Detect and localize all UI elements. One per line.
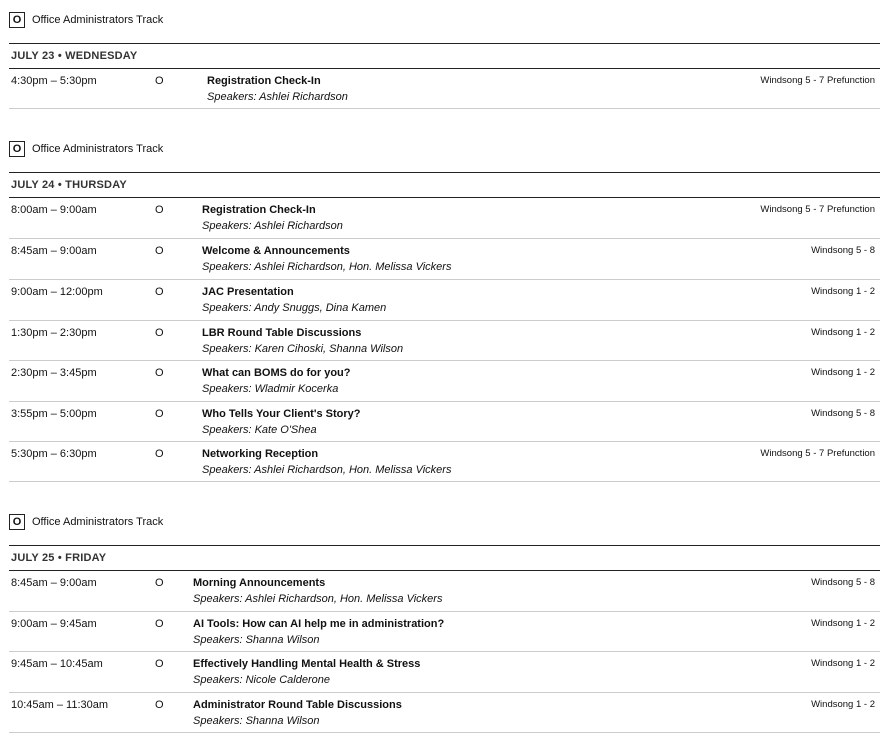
track-badge: O: [9, 514, 25, 530]
session-speakers: Speakers: Wladmir Kocerka: [202, 383, 339, 395]
session-row[interactable]: [9, 612, 880, 652]
session-row[interactable]: [9, 280, 880, 321]
session-row[interactable]: [9, 693, 880, 733]
day-header-text: JULY 23 • WEDNESDAY: [11, 50, 138, 62]
session-title[interactable]: JAC Presentation: [202, 286, 294, 298]
session-track-code: O: [155, 245, 164, 257]
session-row[interactable]: [9, 69, 880, 109]
session-speakers: Speakers: Nicole Calderone: [193, 674, 330, 686]
session-track-code: O: [155, 204, 164, 216]
day-header-text: JULY 24 • THURSDAY: [11, 179, 127, 191]
session-track-code: O: [155, 327, 164, 339]
session-time: 1:30pm – 2:30pm: [11, 327, 97, 339]
session-time: 4:30pm – 5:30pm: [11, 75, 97, 87]
track-legend: [9, 140, 163, 158]
track-label: Office Administrators Track: [32, 516, 164, 528]
day-header: [9, 545, 880, 571]
session-row[interactable]: [9, 652, 880, 693]
session-title[interactable]: Welcome & Announcements: [202, 245, 350, 257]
session-time: 9:00am – 9:45am: [11, 618, 97, 630]
session-track-code: O: [155, 618, 164, 630]
session-speakers: Speakers: Ashlei Richardson: [202, 220, 343, 232]
session-title[interactable]: Registration Check-In: [207, 75, 321, 87]
session-room: Windsong 5 - 7 Prefunction: [760, 75, 875, 86]
session-speakers: Speakers: Ashlei Richardson, Hon. Melissa Vickers: [202, 464, 452, 476]
session-speakers: Speakers: Andy Snuggs, Dina Kamen: [202, 302, 387, 314]
session-title[interactable]: Effectively Handling Mental Health & Stress: [193, 658, 421, 670]
session-row[interactable]: [9, 442, 880, 482]
session-time: 9:00am – 12:00pm: [11, 286, 103, 298]
session-row[interactable]: [9, 361, 880, 402]
session-speakers: Speakers: Ashlei Richardson: [207, 91, 348, 103]
session-title[interactable]: What can BOMS do for you?: [202, 367, 351, 379]
session-track-code: O: [155, 286, 164, 298]
session-time: 2:30pm – 3:45pm: [11, 367, 97, 379]
track-legend: [9, 11, 163, 29]
session-title[interactable]: Administrator Round Table Discussions: [193, 699, 402, 711]
session-room: Windsong 5 - 8: [811, 245, 875, 256]
session-room: Windsong 5 - 8: [811, 408, 875, 419]
session-room: Windsong 1 - 2: [811, 286, 875, 297]
session-time: 10:45am – 11:30am: [11, 699, 109, 711]
session-speakers: Speakers: Karen Cihoski, Shanna Wilson: [202, 343, 404, 355]
session-speakers: Speakers: Shanna Wilson: [193, 715, 320, 727]
session-room: Windsong 1 - 2: [811, 658, 875, 669]
session-room: Windsong 1 - 2: [811, 327, 875, 338]
session-title[interactable]: Networking Reception: [202, 448, 319, 460]
session-time: 3:55pm – 5:00pm: [11, 408, 97, 420]
session-room: Windsong 5 - 8: [811, 577, 875, 588]
day-header-text: JULY 25 • FRIDAY: [11, 552, 107, 564]
session-room: Windsong 1 - 2: [811, 618, 875, 629]
session-time: 8:45am – 9:00am: [11, 577, 97, 589]
session-row[interactable]: [9, 402, 880, 442]
session-track-code: O: [155, 75, 164, 87]
track-badge: O: [9, 12, 25, 28]
session-title[interactable]: Registration Check-In: [202, 204, 316, 216]
session-time: 8:45am – 9:00am: [11, 245, 97, 257]
session-time: 9:45am – 10:45am: [11, 658, 103, 670]
session-room: Windsong 5 - 7 Prefunction: [760, 448, 875, 459]
session-room: Windsong 5 - 7 Prefunction: [760, 204, 875, 215]
session-title[interactable]: Who Tells Your Client's Story?: [202, 408, 361, 420]
session-time: 5:30pm – 6:30pm: [11, 448, 97, 460]
session-title[interactable]: AI Tools: How can AI help me in administration?: [193, 618, 445, 630]
session-speakers: Speakers: Ashlei Richardson, Hon. Melissa Vickers: [193, 593, 443, 605]
session-track-code: O: [155, 577, 164, 589]
session-speakers: Speakers: Kate O'Shea: [202, 424, 317, 436]
session-row[interactable]: [9, 198, 880, 239]
session-row[interactable]: [9, 571, 880, 612]
session-track-code: O: [155, 367, 164, 379]
session-track-code: O: [155, 408, 164, 420]
session-speakers: Speakers: Shanna Wilson: [193, 634, 320, 646]
session-row[interactable]: [9, 321, 880, 361]
track-legend: [9, 513, 163, 531]
session-room: Windsong 1 - 2: [811, 367, 875, 378]
session-title[interactable]: LBR Round Table Discussions: [202, 327, 362, 339]
session-track-code: O: [155, 699, 164, 711]
track-label: Office Administrators Track: [32, 14, 164, 26]
session-speakers: Speakers: Ashlei Richardson, Hon. Melissa Vickers: [202, 261, 452, 273]
track-badge: O: [9, 141, 25, 157]
track-label: Office Administrators Track: [32, 143, 164, 155]
session-time: 8:00am – 9:00am: [11, 204, 97, 216]
session-title[interactable]: Morning Announcements: [193, 577, 326, 589]
session-room: Windsong 1 - 2: [811, 699, 875, 710]
day-header: [9, 43, 880, 69]
session-row[interactable]: [9, 239, 880, 280]
day-header: [9, 172, 880, 198]
session-track-code: O: [155, 448, 164, 460]
session-track-code: O: [155, 658, 164, 670]
